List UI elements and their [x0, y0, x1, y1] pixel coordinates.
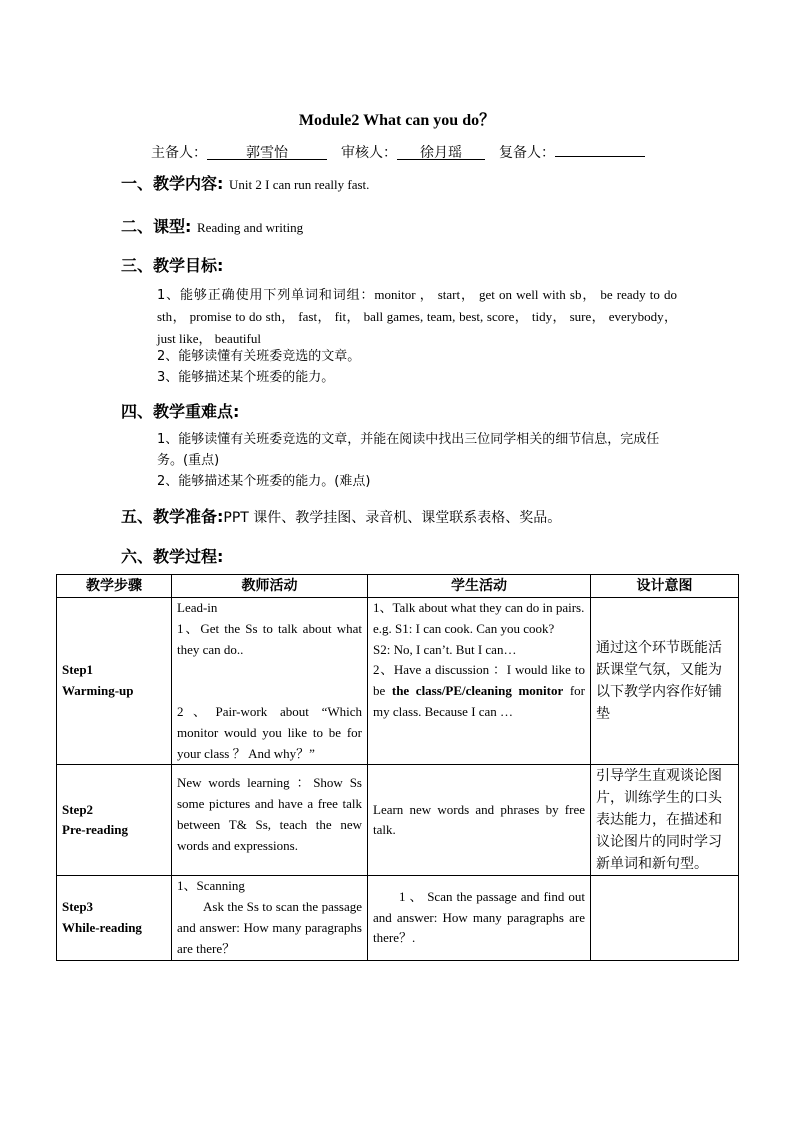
- section-goals-label: 三、教学目标: [121, 256, 218, 275]
- step-number: Step1: [62, 662, 94, 678]
- section-colon: :: [233, 402, 240, 421]
- section-process-label: 六、教学过程: [121, 547, 218, 566]
- preparer-line: [151, 139, 645, 162]
- teacher-line: 1、Get the Ss to talk about what they can do..: [177, 620, 362, 657]
- step-cell: [57, 598, 172, 765]
- section-goals: [121, 253, 223, 276]
- process-table: [56, 574, 739, 961]
- step-cell: [57, 765, 172, 876]
- design-intent: 通过这个环节既能活跃课堂气氛，又能为以下教学内容作好铺垫: [591, 598, 739, 765]
- teacher-activity: [172, 598, 368, 765]
- teacher-line: Ask the Ss to scan the passage and answer: How many paragraphs are there？: [177, 899, 362, 956]
- section-type-value: Reading and writing: [197, 220, 304, 235]
- student-activity: [368, 598, 591, 765]
- table-row: [57, 876, 739, 960]
- teacher-activity: [172, 876, 368, 960]
- student-text: for my class. Because I can …: [373, 683, 585, 719]
- section-process: [121, 544, 223, 567]
- table-row: [57, 765, 739, 876]
- section-colon: :: [185, 217, 192, 236]
- section-preparation: [121, 504, 561, 527]
- step-number: Step2: [62, 801, 94, 817]
- reviewer-label: 审核人：: [341, 146, 397, 161]
- main-preparer-label: 主备人：: [151, 146, 207, 161]
- goal-1-words: monitor ， start， get on well with sb， be ready to do sth， promise to do sth， fast， fit， ball games, team, best, score， tidy， sure， everybody， just like， beautiful: [157, 287, 677, 346]
- section-content-value: Unit 2 I can run really fast.: [229, 177, 370, 192]
- step-name: Pre-reading: [62, 822, 128, 838]
- table-header-row: [57, 575, 739, 598]
- student-text: 2、Have a discussion ：I would like to be: [373, 662, 585, 699]
- student-line: e.g. S1: I can cook. Can you cook?: [373, 620, 555, 636]
- section-prep-label: 五、教学准备: [121, 507, 218, 526]
- goal-2: 2、能够读懂有关班委竞选的文章。: [157, 349, 361, 364]
- header-teacher: 教师活动: [172, 575, 368, 598]
- teacher-line: 1、Scanning: [177, 878, 245, 894]
- design-intent: 引导学生直观谈论图片，训练学生的口头表达能力，在描述和议论图片的同时学习新单词和新句型。: [591, 765, 739, 876]
- main-preparer-value: 郭雪怡: [207, 142, 327, 160]
- goal-1-label: 1、能够正确使用下列单词和词组：: [157, 288, 375, 303]
- step-number: Step3: [62, 899, 94, 915]
- student-line: S2: No, I can’t. But I can…: [373, 641, 517, 657]
- section-colon: :: [217, 256, 224, 275]
- goal-1: [157, 284, 677, 350]
- section-colon: :: [217, 174, 224, 193]
- student-line: 1、Talk about what they can do in pairs.: [373, 600, 585, 615]
- section-key-label: 四、教学重难点: [121, 402, 234, 421]
- teacher-activity: New words learning ：Show Ss some pictures and have a free talk between T& Ss, teach the new words and expressions.: [172, 765, 368, 876]
- section-type-label: 二、课型: [121, 217, 186, 236]
- section-colon: :: [217, 547, 224, 566]
- section-key-points: [121, 399, 239, 422]
- co-preparer-value: [555, 139, 645, 157]
- spacer: [177, 660, 362, 702]
- table-row: [57, 598, 739, 765]
- section-content-label: 一、教学内容: [121, 174, 218, 193]
- section-type: [121, 214, 303, 237]
- student-bold-text: the class/PE/cleaning monitor: [391, 683, 564, 699]
- step-name: While-reading: [62, 919, 142, 935]
- section-prep-value: PPT 课件、教学挂图、录音机、课堂联系表格、奖品。: [223, 510, 562, 526]
- header-student: 学生活动: [368, 575, 591, 598]
- reviewer-value: 徐月瑶: [397, 142, 485, 160]
- student-activity: Learn new words and phrases by free talk.: [368, 765, 591, 876]
- header-intent: 设计意图: [591, 575, 739, 598]
- section-content: [121, 171, 369, 194]
- step-name: Warming-up: [62, 683, 134, 699]
- teacher-line: 2、Pair-work about “Which monitor would you like to be for your class ？ And why？”: [177, 703, 362, 761]
- key-point-1: 1、能够读懂有关班委竞选的文章，并能在阅读中找出三位同学相关的细节信息，完成任务。(重点): [157, 432, 660, 468]
- section-colon: :: [217, 507, 224, 526]
- teacher-line: Lead-in: [177, 600, 218, 615]
- header-step: 教学步骤: [57, 575, 172, 598]
- page-title: Module2 What can you do？: [298, 112, 496, 129]
- student-line: [373, 660, 585, 722]
- student-activity: 1 、 Scan the passage and find out and answer: How many paragraphs are there？.: [368, 876, 591, 960]
- key-point-2: 2、能够描述某个班委的能力。(难点): [157, 474, 371, 489]
- step-cell: [57, 876, 172, 960]
- design-intent: [591, 876, 739, 960]
- goal-3: 3、能够描述某个班委的能力。: [157, 370, 335, 385]
- co-preparer-label: 复备人：: [499, 146, 555, 161]
